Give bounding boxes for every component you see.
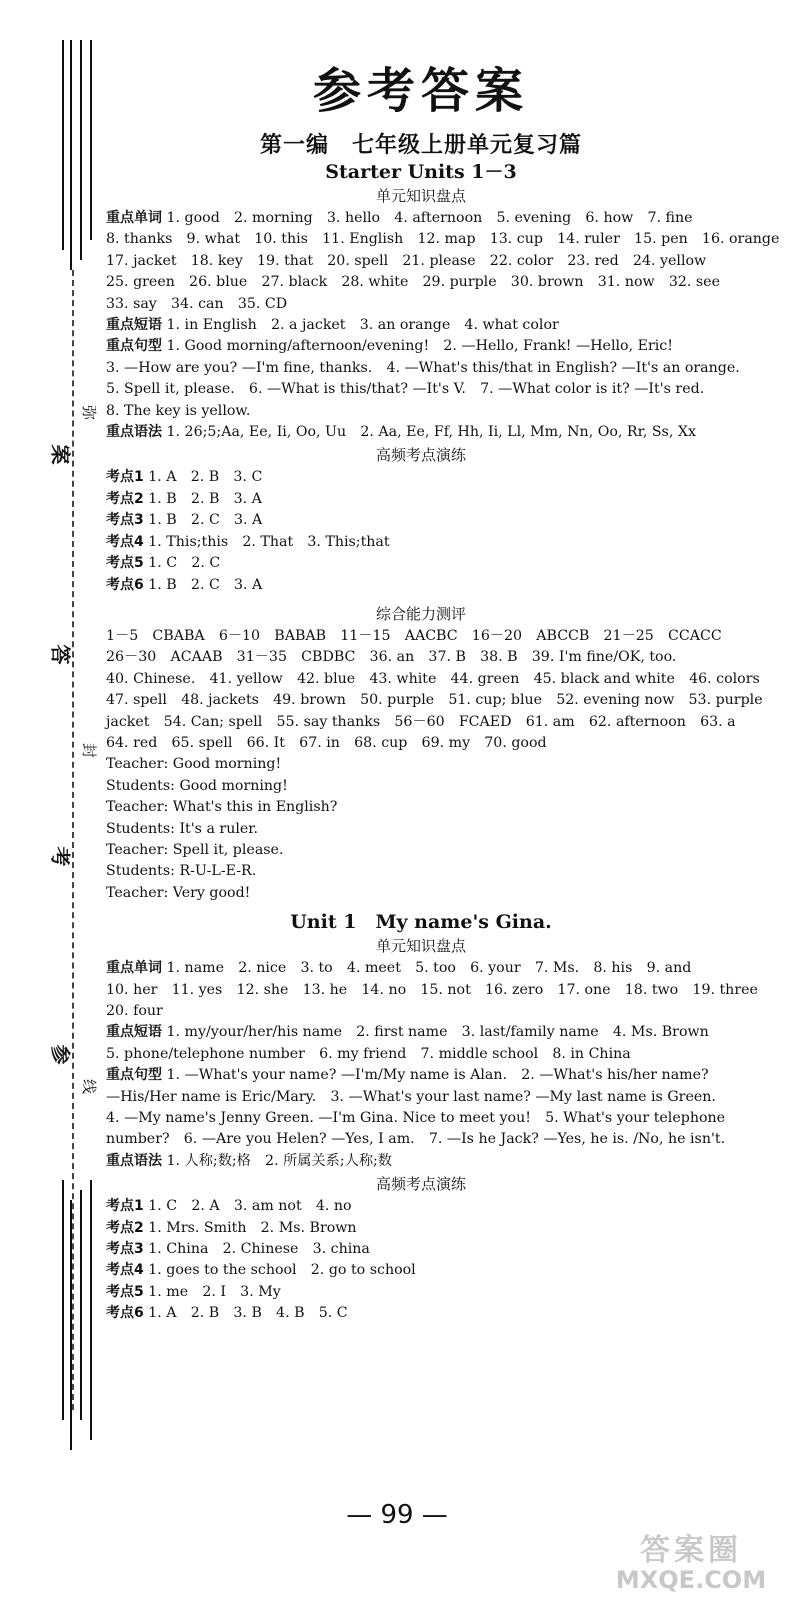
dialogue-line: Students: R-U-L-E-R. [106, 863, 257, 880]
point-line [106, 489, 736, 510]
label: 重点句型 [106, 1067, 162, 1084]
answer-text: 1. Good morning/afternoon/evening! 2. —Hello, Frank! —Hello, Eric! [162, 338, 673, 355]
binding-line [70, 1200, 72, 1450]
answer-line: 40. Chinese. 41. yellow 42. blue 43. white 44. green 45. black and white 46. colors [106, 670, 760, 687]
subheading: 高频考点演练 [375, 446, 466, 465]
binding-line [62, 1180, 64, 1420]
answer-line: 8. thanks 9. what 10. this 11. English 12. map 13. cup 14. ruler 15. pen 16. orange [106, 231, 780, 248]
label: 考点5 [106, 1283, 144, 1300]
point-line [106, 1260, 736, 1281]
point-line [106, 467, 736, 488]
dialogue-line: Students: Good morning! [106, 777, 288, 794]
answer-line [106, 208, 736, 229]
answer-text: 1. C 2. A 3. am not 4. no [143, 1198, 352, 1215]
answer-line: 1－5 CBABA 6－10 BABAB 11－15 AACBC 16－20 ABCCB 21－25 CCACC [106, 627, 722, 644]
binding-char: 案 [48, 444, 73, 465]
answer-line: 47. spell 48. jackets 49. brown 50. purple 51. cup; blue 52. evening now 53. purple [106, 692, 763, 709]
answer-text: 1. B 2. B 3. A [143, 490, 262, 507]
label: 重点句型 [106, 338, 162, 355]
answer-text: 1. B 2. C 3. A [143, 576, 263, 593]
label: 考点1 [106, 469, 144, 486]
label: 考点3 [106, 512, 144, 529]
binding-char: 参 [48, 1044, 73, 1065]
answer-line: 10. her 11. yes 12. she 13. he 14. no 15. not 16. zero 17. one 18. two 19. three [106, 981, 758, 998]
answer-line: 5. Spell it, please. 6. —What is this/that? —It's V. 7. —What color is it? —It's red. [106, 381, 705, 398]
label: 考点2 [106, 490, 144, 507]
answer-line [106, 315, 736, 336]
binding-line [90, 40, 92, 240]
answer-line: number? 6. —Are you Helen? —Yes, I am. 7. —Is he Jack? —Yes, he is. /No, he isn't. [106, 1131, 726, 1148]
dialogue-line: Teacher: Spell it, please. [106, 841, 284, 858]
point-line [106, 553, 736, 574]
answer-text: 1. my/your/her/his name 2. first name 3. last/family name 4. Ms. Brown [162, 1024, 709, 1041]
answer-text: 1. in English 2. a jacket 3. an orange 4. what color [162, 317, 559, 334]
unit-title: Unit 1 My name's Gina. [290, 911, 552, 934]
watermark-url: MXQE.COM [615, 1566, 767, 1594]
binding-line [90, 1180, 92, 1440]
answer-line: 17. jacket 18. key 19. that 20. spell 21. please 22. color 23. red 24. yellow [106, 252, 707, 269]
answer-line [106, 958, 736, 979]
label: 考点2 [106, 1219, 144, 1236]
binding-char: 线 [80, 1078, 99, 1095]
label: 考点4 [106, 533, 144, 550]
point-line [106, 510, 736, 531]
point-line [106, 1239, 736, 1260]
binding-line [80, 40, 82, 260]
answer-line: 3. —How are you? —I'm fine, thanks. 4. —What's this/that in English? —It's an orange. [106, 359, 740, 376]
unit-title: Starter Units 1－3 [325, 161, 517, 183]
label: 考点6 [106, 1305, 144, 1322]
section-title: 第一编 七年级上册单元复习篇 [259, 133, 582, 158]
dialogue-line: Teacher: Good morning! [106, 756, 282, 773]
watermark-text: 答案圈 [640, 1533, 742, 1568]
answer-line: jacket 54. Can; spell 55. say thanks 56－60 FCAED 61. am 62. afternoon 63. a [106, 713, 736, 730]
subheading: 单元知识盘点 [375, 187, 466, 205]
answer-text: 1. good 2. morning 3. hello 4. afternoon 5. evening 6. how 7. fine [162, 210, 693, 226]
answer-text: 1. Mrs. Smith 2. Ms. Brown [143, 1219, 357, 1236]
watermark-logo [596, 1535, 786, 1595]
point-line [106, 1218, 736, 1239]
label: 重点短语 [106, 1024, 162, 1041]
binding-margin [0, 0, 100, 1600]
answer-text: 1. 26;5;Aa, Ee, Ii, Oo, Uu 2. Aa, Ee, Ff, Hh, Ii, Ll, Mm, Nn, Oo, Rr, Ss, Xx [162, 424, 696, 441]
answer-text: 1. This;this 2. That 3. This;that [143, 533, 390, 550]
answer-content [106, 62, 780, 1325]
label: 考点5 [106, 555, 144, 572]
label: 考点1 [106, 1198, 144, 1215]
dialogue-line: Teacher: Very good! [106, 884, 251, 901]
answer-line: 4. —My name's Jenny Green. —I'm Gina. Nice to meet you! 5. What's your telephone [106, 1110, 726, 1127]
answer-line: —His/Her name is Eric/Mary. 3. —What's your last name? —My last name is Green. [106, 1088, 716, 1105]
answer-text: 1. name 2. nice 3. to 4. meet 5. too 6. your 7. Ms. 8. his 9. and [162, 960, 692, 977]
label: 重点语法 [106, 1152, 162, 1169]
point-line [106, 1196, 736, 1217]
answer-line [106, 1151, 736, 1172]
label: 重点语法 [106, 424, 162, 441]
binding-dashed-line [72, 270, 74, 1410]
dialogue-line: Students: It's a ruler. [106, 820, 258, 837]
binding-char: 封 [80, 742, 99, 759]
answer-text: 1. goes to the school 2. go to school [143, 1262, 416, 1279]
label: 重点单词 [106, 960, 162, 977]
binding-char: 考 [48, 846, 73, 867]
answer-text: 1. China 2. Chinese 3. china [143, 1241, 370, 1258]
page-number: — 99 — [346, 1500, 448, 1530]
binding-char: 弥 [80, 404, 99, 421]
answer-line: 64. red 65. spell 66. It 67. in 68. cup 69. my 70. good [106, 734, 547, 751]
answer-text: 1. 人称;数;格 2. 所属关系;人称;数 [162, 1152, 392, 1169]
answer-line [106, 336, 736, 357]
answer-text: 1. me 2. I 3. My [143, 1283, 281, 1300]
answer-line: 5. phone/telephone number 6. my friend 7. middle school 8. in China [106, 1045, 631, 1062]
answer-line: 25. green 26. blue 27. black 28. white 29. purple 30. brown 31. now 32. see [106, 274, 720, 291]
binding-line [70, 40, 72, 270]
subheading: 高频考点演练 [375, 1175, 466, 1194]
label: 重点短语 [106, 317, 162, 334]
page-title: 参考答案 [312, 63, 529, 119]
label: 考点3 [106, 1241, 144, 1258]
binding-line [80, 1190, 82, 1420]
point-line [106, 1282, 736, 1303]
answer-line: 8. The key is yellow. [106, 402, 251, 419]
subheading: 综合能力测评 [375, 604, 466, 623]
label: 考点4 [106, 1262, 144, 1279]
answer-line: 26－30 ACAAB 31－35 CBDBC 36. an 37. B 38. B 39. I'm fine/OK, too. [106, 649, 677, 666]
answer-line [106, 1065, 736, 1086]
label: 考点6 [106, 576, 144, 593]
point-line [106, 575, 736, 596]
label: 重点单词 [106, 210, 162, 226]
point-line [106, 532, 736, 553]
answer-line [106, 1022, 736, 1043]
binding-line [62, 40, 64, 250]
answer-line: 33. say 34. can 35. CD [106, 295, 288, 312]
binding-char: 答 [48, 644, 73, 665]
answer-line [106, 422, 736, 443]
answer-text: 1. A 2. B 3. C [143, 469, 263, 486]
answer-text: 1. —What's your name? —I'm/My name is Alan. 2. —What's his/her name? [162, 1067, 709, 1084]
answer-text: 1. A 2. B 3. B 4. B 5. C [143, 1305, 348, 1322]
dialogue-line: Teacher: What's this in English? [106, 799, 338, 816]
point-line [106, 1303, 736, 1324]
answer-line: 20. four [106, 1003, 163, 1019]
answer-text: 1. B 2. C 3. A [143, 512, 263, 529]
subheading: 单元知识盘点 [375, 937, 466, 956]
answer-text: 1. C 2. C [143, 555, 221, 572]
